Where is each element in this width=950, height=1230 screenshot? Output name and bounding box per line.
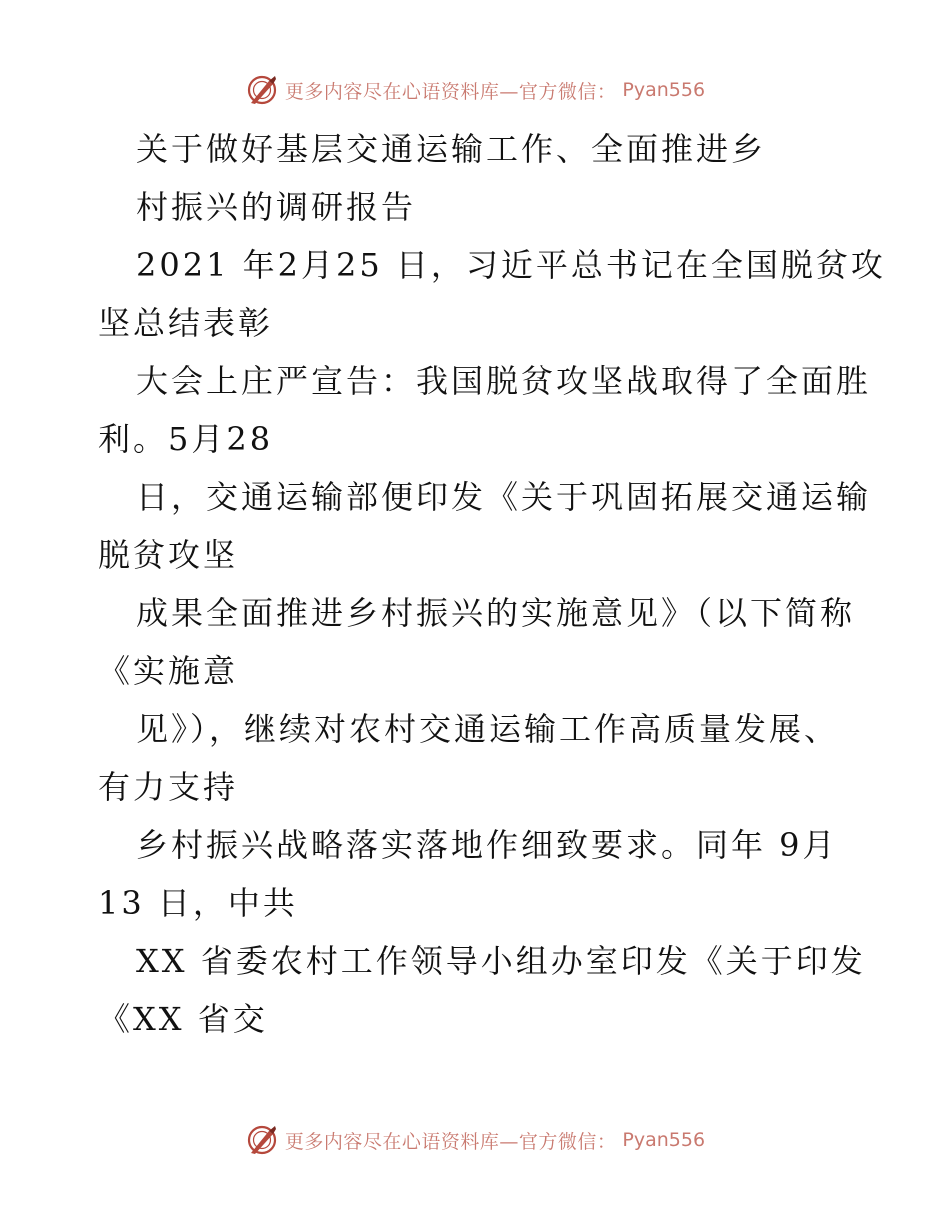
watermark-account: Pyan556 <box>622 79 706 101</box>
paragraph-line: 《XX 省交 <box>98 1000 268 1038</box>
quill-pen-logo-icon <box>245 1123 279 1157</box>
header-watermark <box>0 72 950 108</box>
paragraph-line: 日，交通运输部便印发《关于巩固拓展交通运输 <box>136 478 872 516</box>
watermark-account: Pyan556 <box>622 1129 706 1151</box>
paragraph-line: 《实施意 <box>98 652 239 690</box>
title-line-1: 关于做好基层交通运输工作、全面推进乡 <box>136 130 767 168</box>
paragraph-line: 脱贫攻坚 <box>98 536 239 574</box>
paragraph-line: 有力支持 <box>98 768 239 806</box>
paragraph-line: 坚总结表彰 <box>98 304 274 342</box>
paragraph-line: 利。5月28 <box>98 420 274 458</box>
footer-watermark <box>0 1122 950 1158</box>
document-body <box>98 120 886 1048</box>
paragraph-line: 大会上庄严宣告：我国脱贫攻坚战取得了全面胜 <box>136 362 872 400</box>
paragraph-line: 成果全面推进乡村振兴的实施意见》（以下简称 <box>136 594 856 632</box>
watermark-text: 更多内容尽在心语资料库—官方微信： <box>284 1130 617 1153</box>
paragraph-line: 13 日，中共 <box>98 884 298 922</box>
paragraph-line: XX 省委农村工作领导小组办室印发《关于印发 <box>136 942 866 980</box>
paragraph-line: 见》），继续对农村交通运输工作高质量发展、 <box>136 710 840 748</box>
paragraph-line: 乡村振兴战略落实落地作细致要求。同年 9月 <box>136 826 838 864</box>
title-line-2: 村振兴的调研报告 <box>136 188 417 226</box>
watermark-text: 更多内容尽在心语资料库—官方微信： <box>284 80 617 103</box>
paragraph-line: 2021 年2月25 日，习近平总书记在全国脱贫攻 <box>136 246 886 284</box>
quill-pen-logo-icon <box>245 73 279 107</box>
